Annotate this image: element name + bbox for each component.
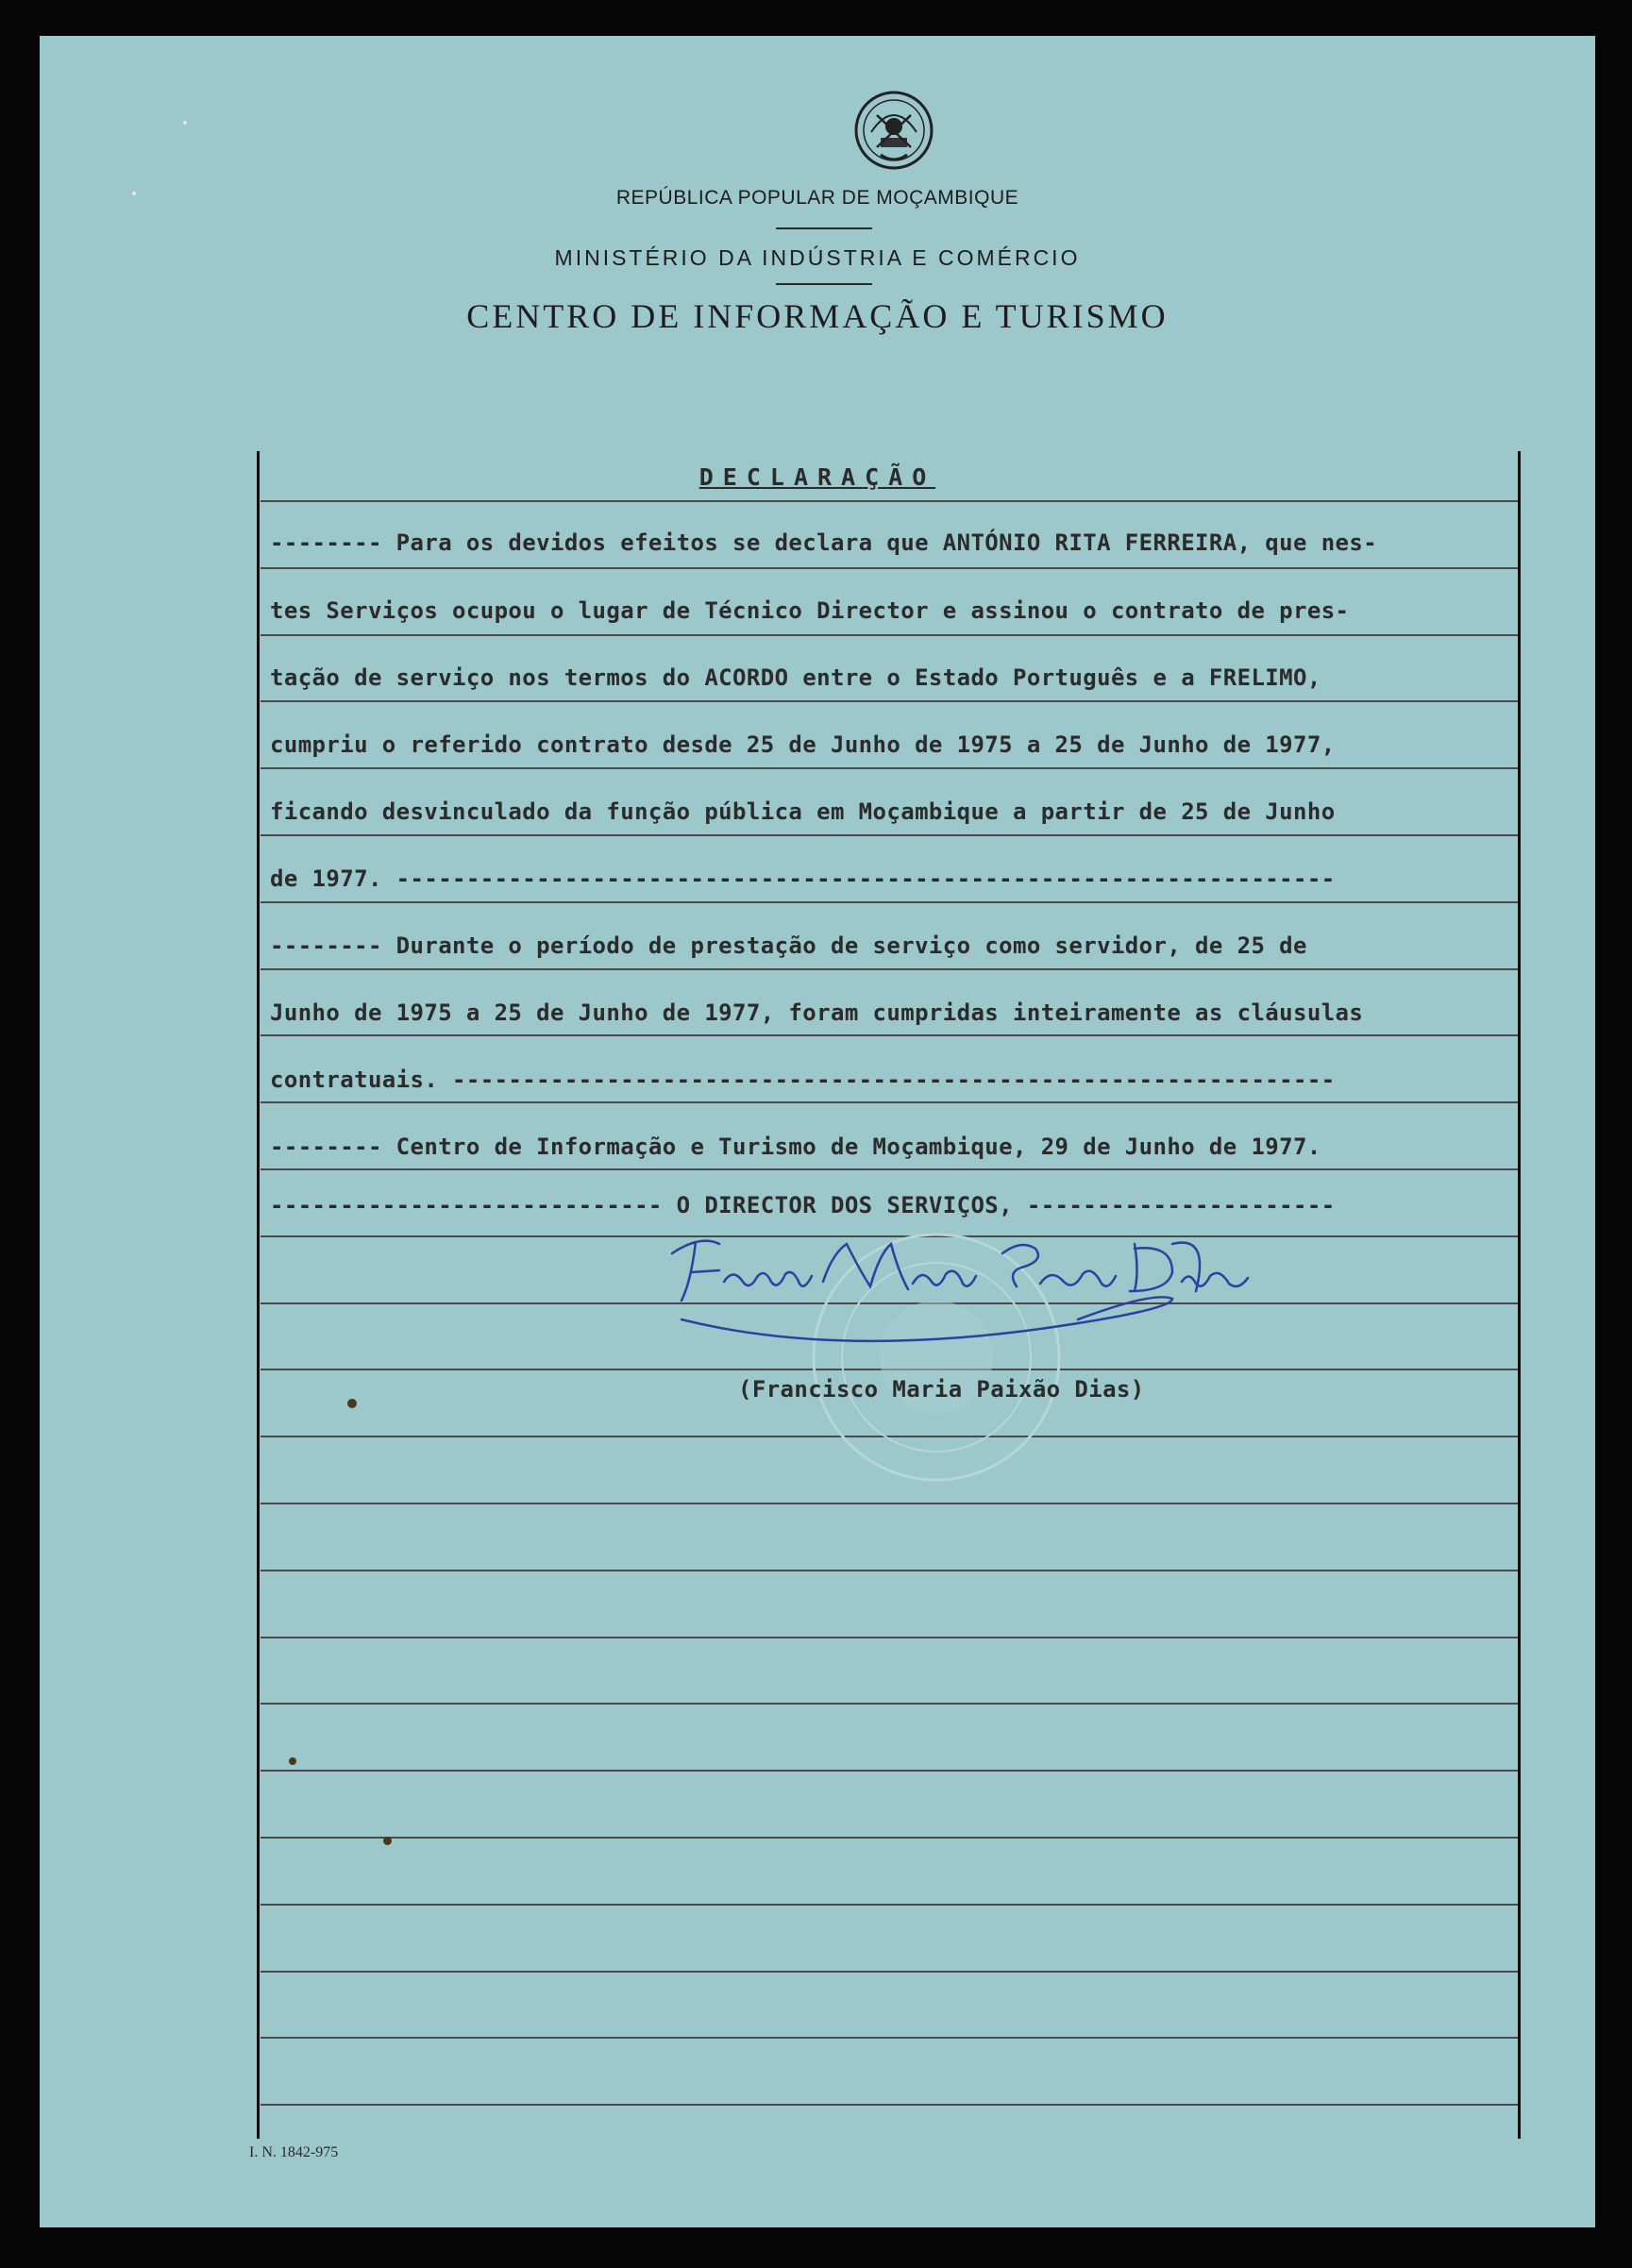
ruled-line: [261, 767, 1518, 769]
ruled-line: [261, 1034, 1518, 1036]
ruled-line: [261, 700, 1518, 702]
ruled-line: [261, 567, 1518, 569]
ruled-line: [261, 500, 1518, 502]
republic-heading: REPÚBLICA POPULAR DE MOÇAMBIQUE: [615, 187, 1019, 209]
ruled-line: [261, 1770, 1518, 1772]
ruled-line: [261, 1971, 1518, 1973]
left-margin-rule: [257, 451, 260, 2139]
ruled-line: [261, 1503, 1518, 1504]
right-margin-rule: [1518, 451, 1521, 2139]
ruled-line: [261, 2037, 1518, 2039]
ink-spot: [289, 1757, 296, 1765]
print-code: I. N. 1842-975: [249, 2144, 339, 2160]
ruled-line: [261, 834, 1518, 836]
ink-spot: [347, 1399, 357, 1408]
body-line: cumpriu o referido contrato desde 25 de Junho de 1975 a 25 de Junho de 1977,: [270, 731, 1336, 758]
document-sheet: [40, 36, 1595, 2227]
ministry-heading: MINISTÉRIO DA INDÚSTRIA E COMÉRCIO: [554, 245, 1081, 270]
body-line: ---------------------------- O DIRECTOR DOS SERVIÇOS, ----------------------: [270, 1192, 1336, 1218]
ruled-line: [261, 1101, 1518, 1103]
body-line: -------- Para os devidos efeitos se declara que ANTÓNIO RITA FERREIRA, que nes-: [270, 529, 1378, 556]
dust-speck: [183, 121, 187, 125]
ruled-line: [261, 1168, 1518, 1170]
dust-speck: [132, 192, 136, 195]
body-line: de 1977. -------------------------------------------------------------------: [270, 865, 1336, 892]
body-line: contratuais. ---------------------------------------------------------------: [270, 1067, 1336, 1093]
header-divider: [776, 227, 872, 229]
ruled-line: [261, 1837, 1518, 1839]
body-line: -------- Centro de Informação e Turismo de Moçambique, 29 de Junho de 1977.: [270, 1134, 1321, 1160]
ruled-line: [261, 968, 1518, 970]
coat-of-arms-icon: [852, 89, 935, 172]
ruled-line: [261, 634, 1518, 636]
ruled-line: [261, 1637, 1518, 1638]
document-title: DECLARAÇÃO: [698, 463, 936, 491]
ruled-line: [261, 901, 1518, 903]
signatory-name: (Francisco Maria Paixão Dias): [738, 1376, 1145, 1403]
ruled-line: [261, 1904, 1518, 1906]
ruled-line: [261, 2104, 1518, 2106]
centre-heading: CENTRO DE INFORMAÇÃO E TURISMO: [466, 297, 1169, 335]
body-line: tação de serviço nos termos do ACORDO entre o Estado Português e a FRELIMO,: [270, 664, 1321, 691]
ruled-line: [261, 1703, 1518, 1705]
ink-spot: [383, 1837, 392, 1845]
ruled-line: [261, 1570, 1518, 1571]
body-line: tes Serviços ocupou o lugar de Técnico Director e assinou o contrato de pres-: [270, 597, 1350, 624]
body-line: -------- Durante o período de prestação de serviço como servidor, de 25 de: [270, 932, 1307, 959]
body-line: ficando desvinculado da função pública em Moçambique a partir de 25 de Junho: [270, 798, 1336, 825]
body-line: Junho de 1975 a 25 de Junho de 1977, foram cumpridas inteiramente as cláusulas: [270, 1000, 1364, 1026]
handwritten-signature: [644, 1216, 1286, 1367]
header-divider: [776, 283, 872, 285]
